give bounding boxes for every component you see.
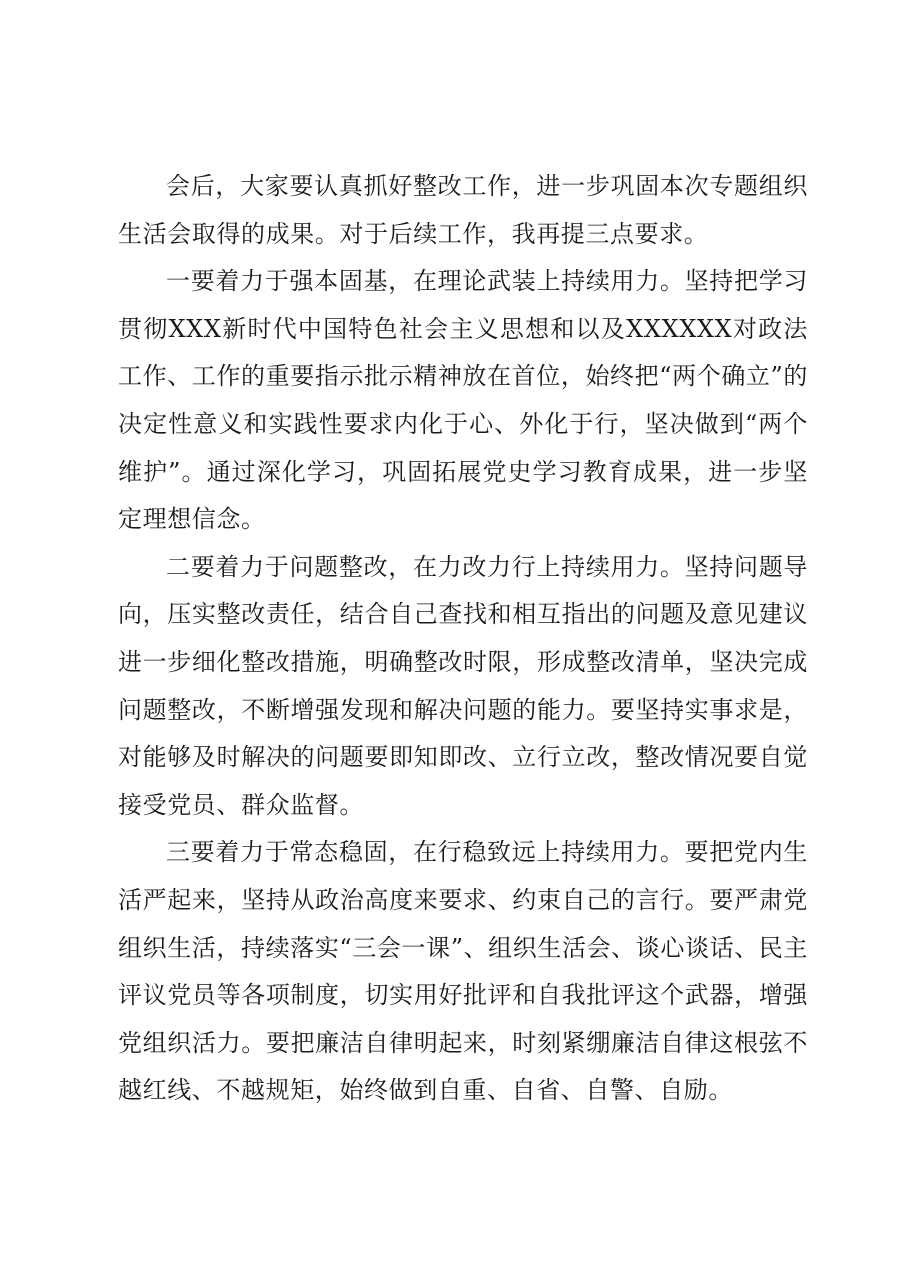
document-body — [118, 163, 808, 1115]
paragraph-requirement-1: 一要着力于强本固基，在理论武装上持续用力。坚持把学习贯彻XXX新时代中国特色社会主义思想和以及XXXXXX对政法工作、工作的重要指示批示精神放在首位，始终把“两个确立”的决定性意义和实践性要求内化于心、外化于行，坚决做到“两个维护”。通过深化学习，巩固拓展党史学习教育成果，进一步坚定理想信念。 — [118, 267, 808, 534]
paragraph-requirement-2: 二要着力于问题整改，在力改力行上持续用力。坚持问题导向，压实整改责任，结合自己查找和相互指出的问题及意见建议进一步细化整改措施，明确整改时限，形成整改清单，坚决完成问题整改，不断增强发现和解决问题的能力。要坚持实事求是，对能够及时解决的问题要即知即改、立行立改，整改情况要自觉接受党员、群众监督。 — [118, 552, 808, 819]
paragraph-intro: 会后，大家要认真抓好整改工作，进一步巩固本次专题组织生活会取得的成果。对于后续工作，我再提三点要求。 — [118, 172, 808, 248]
paragraph-requirement-3: 三要着力于常态稳固，在行稳致远上持续用力。要把党内生活严起来，坚持从政治高度来要求、约束自己的言行。要严肃党组织生活，持续落实“三会一课”、组织生活会、谈心谈话、民主评议党员等各项制度，切实用好批评和自我批评这个武器，增强党组织活力。要把廉洁自律明起来，时刻紧绷廉洁自律这根弦不越红线、不越规矩，始终做到自重、自省、自警、自励。 — [118, 838, 808, 1105]
